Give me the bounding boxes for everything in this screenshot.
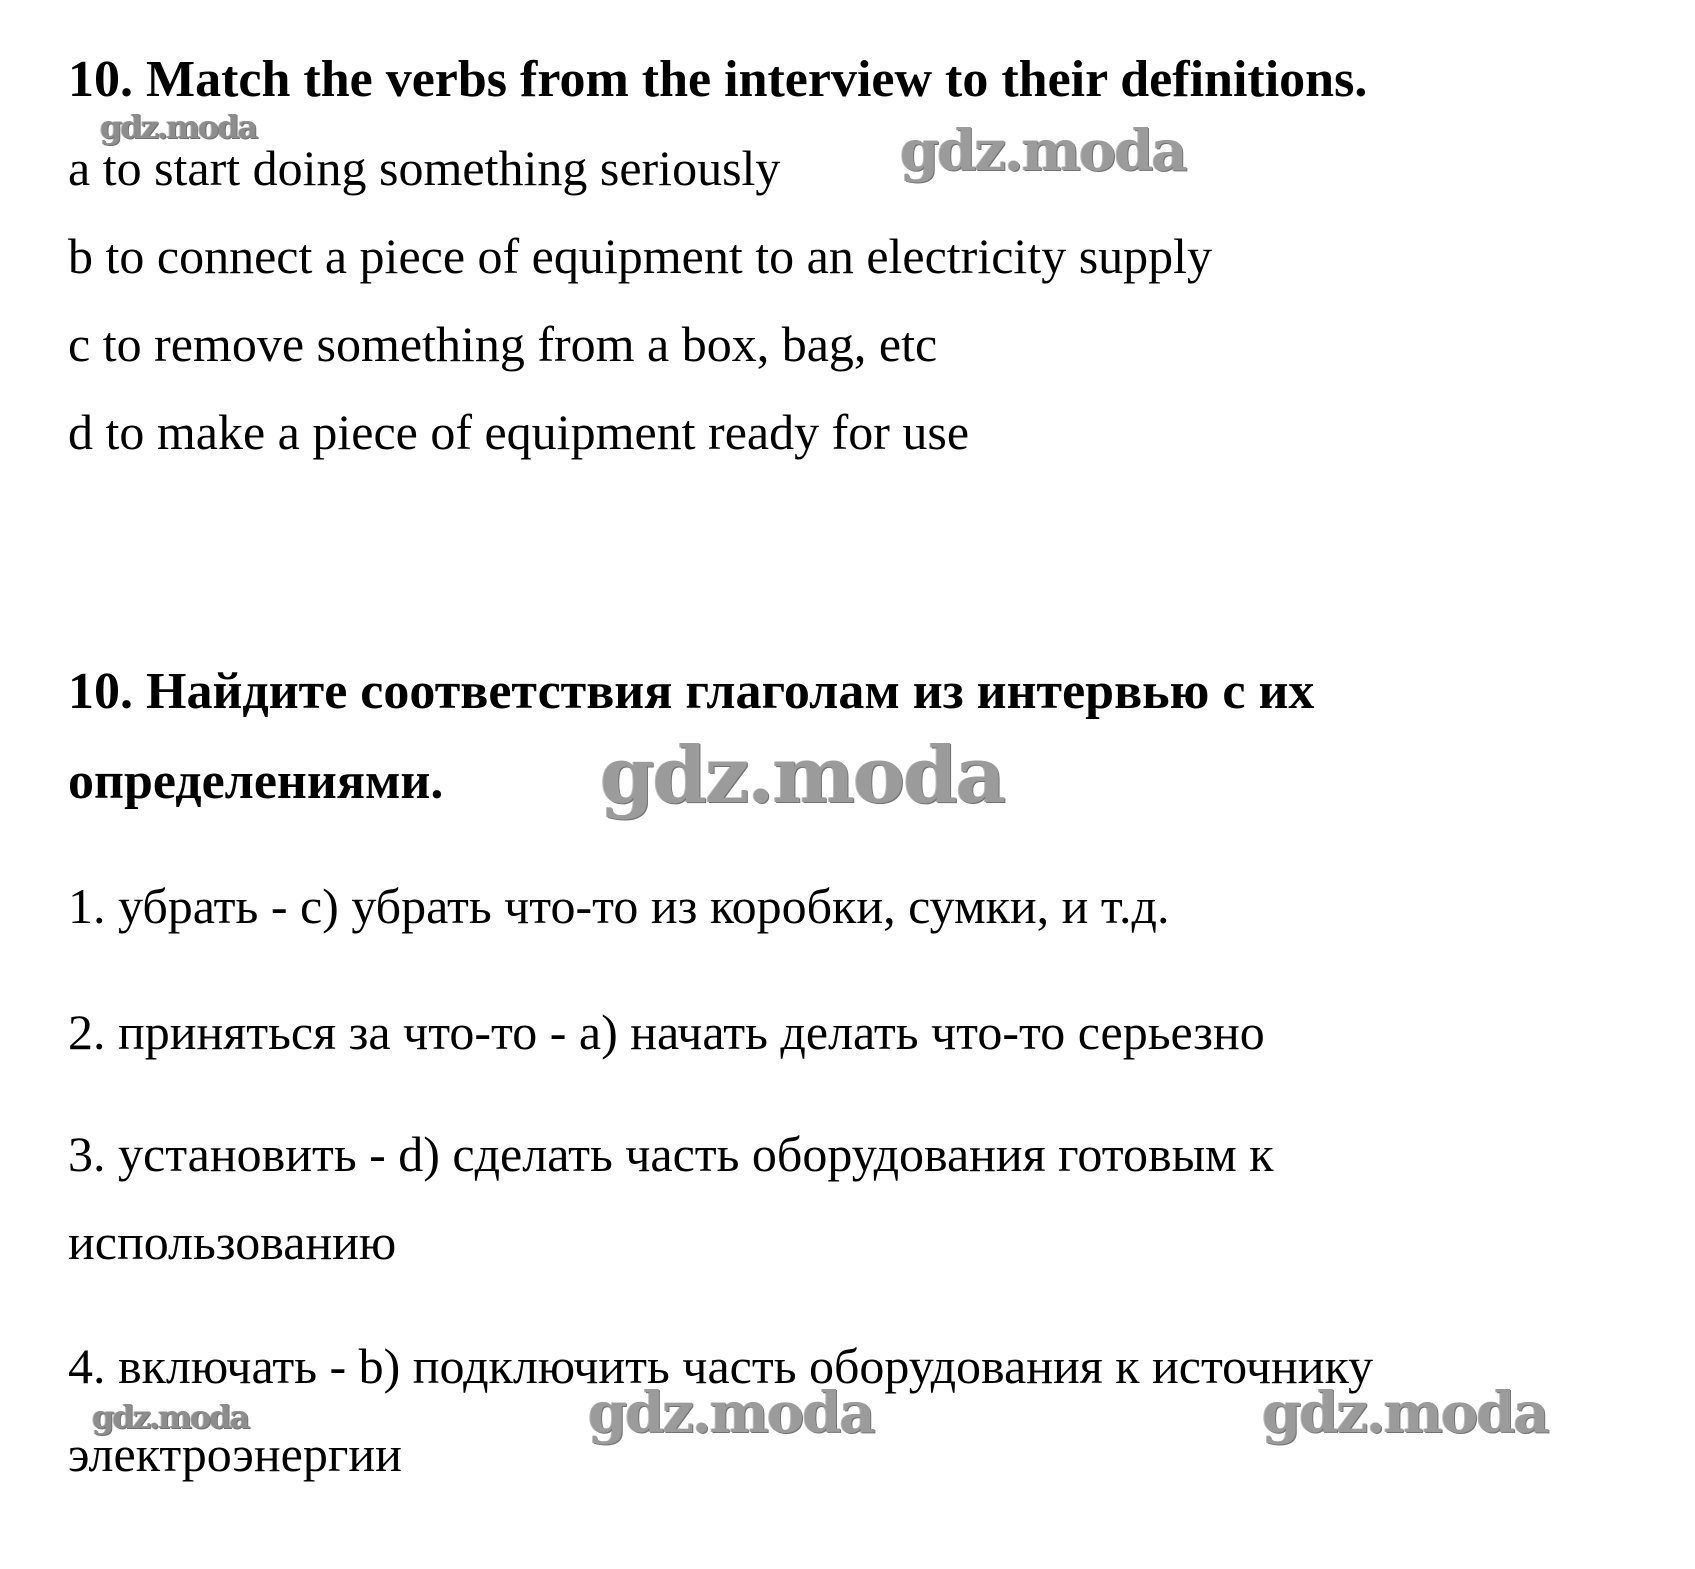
answer-3-line1: 3. установить - d) сделать часть оборудования готовым к [68,1126,1274,1182]
watermark-logo: gdz.moda [92,1398,249,1436]
watermark-logo: gdz.moda [900,118,1186,184]
russian-heading-line1: 10. Найдите соответствия глаголам из интервью с их [68,663,1315,720]
watermark-logo: gdz.moda [1262,1380,1548,1446]
watermark-logo: gdz.moda [100,108,257,146]
answer-4-line2: электроэнергии [68,1426,402,1482]
russian-heading-line2: определениями. [68,753,444,810]
definition-c: c to remove something from a box, bag, etc [68,316,938,372]
english-heading: 10. Match the verbs from the interview to their definitions. [68,51,1368,108]
definition-d: d to make a piece of equipment ready for use [68,404,970,460]
answer-1: 1. убрать - с) убрать что-то из коробки, сумки, и т.д. [68,878,1170,934]
answer-2: 2. приняться за что-то - а) начать делать что-то серьезно [68,1004,1265,1060]
watermark-logo: gdz.moda [588,1380,874,1446]
answer-3-line2: использованию [68,1214,397,1270]
answer-4-line1: 4. включать - b) подключить часть оборудования к источнику [68,1338,1374,1394]
watermark-logo: gdz.moda [600,730,1005,821]
definition-a: a to start doing something seriously [68,140,781,196]
definition-b: b to connect a piece of equipment to an electricity supply [68,228,1213,284]
